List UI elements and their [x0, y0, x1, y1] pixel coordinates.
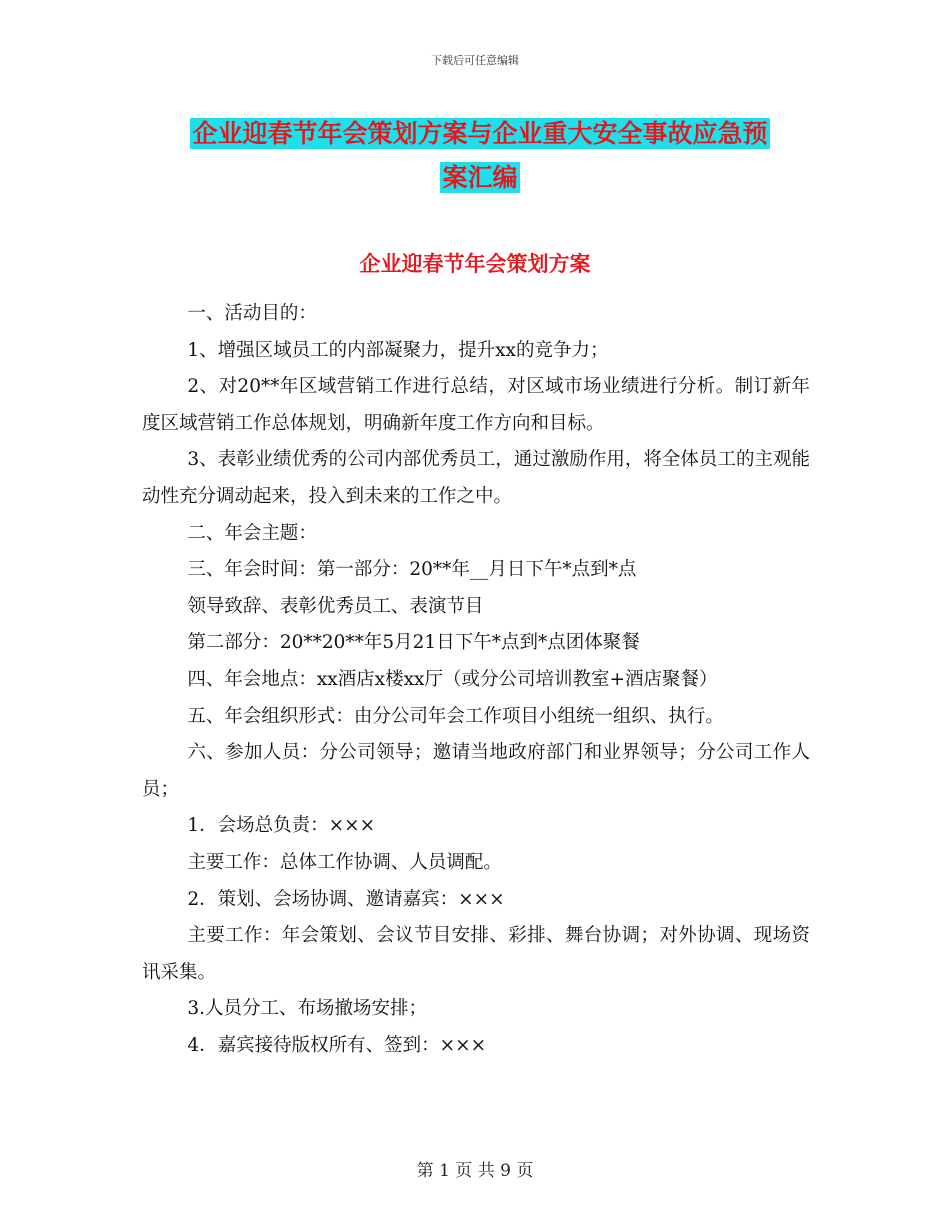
- paragraph: 一、活动目的：: [187, 303, 317, 324]
- section-title: 企业迎春节年会策划方案: [359, 251, 591, 276]
- paragraph: 3、表彰业绩优秀的公司内部优秀员工，通过激励作用，将全体员工的主观能动性充分调动起来，投入到未来的工作之中。: [142, 449, 810, 507]
- document-title: [140, 112, 820, 200]
- paragraph: 1．会场总负责：×××: [187, 815, 376, 837]
- document-title-line-1: 企业迎春节年会策划方案与企业重大安全事故应急预: [192, 119, 768, 148]
- paragraph: 主要工作：年会策划、会议节目安排、彩排、舞台协调；对外协调、现场资讯采集。: [142, 925, 810, 983]
- paragraph: 领导致辞、表彰优秀员工、表演节目: [187, 595, 484, 617]
- paragraph: 三、年会时间：第一部分：20**年__月日下午*点到*点: [187, 559, 637, 581]
- document-title-line-2: 案汇编: [442, 163, 518, 192]
- paragraph: 二、年会主题：: [187, 522, 317, 544]
- paragraph: 4．嘉宾接待版权所有、签到：×××: [187, 1034, 487, 1056]
- paragraph: 六、参加人员：分公司领导；邀请当地政府部门和业界领导；分公司工作人员；: [142, 742, 810, 800]
- document-body: [142, 296, 810, 1064]
- page-number-footer: 第 1 页 共 9 页: [416, 1161, 534, 1181]
- paragraph: 四、年会地点：xx酒店x楼xx厅（或分公司培训教室+酒店聚餐）: [187, 668, 718, 690]
- paragraph: 1、增强区域员工的内部凝聚力，提升xx的竞争力；: [187, 339, 609, 361]
- paragraph: 主要工作：总体工作协调、人员调配。: [187, 851, 502, 873]
- paragraph: 第二部分：20**20**年5月21日下午*点到*点团体聚餐: [187, 632, 640, 654]
- paragraph: 五、年会组织形式：由分公司年会工作项目小组统一组织、执行。: [187, 705, 724, 727]
- page-header-note: 下载后可任意编辑: [431, 54, 519, 67]
- paragraph: 2．策划、会场协调、邀请嘉宾：×××: [187, 888, 505, 910]
- paragraph: 3.人员分工、布场撤场安排；: [187, 998, 427, 1020]
- paragraph: 2、对20**年区域营销工作进行总结，对区域市场业绩进行分析。制订新年度区域营销工作总体规划，明确新年度工作方向和目标。: [142, 376, 810, 434]
